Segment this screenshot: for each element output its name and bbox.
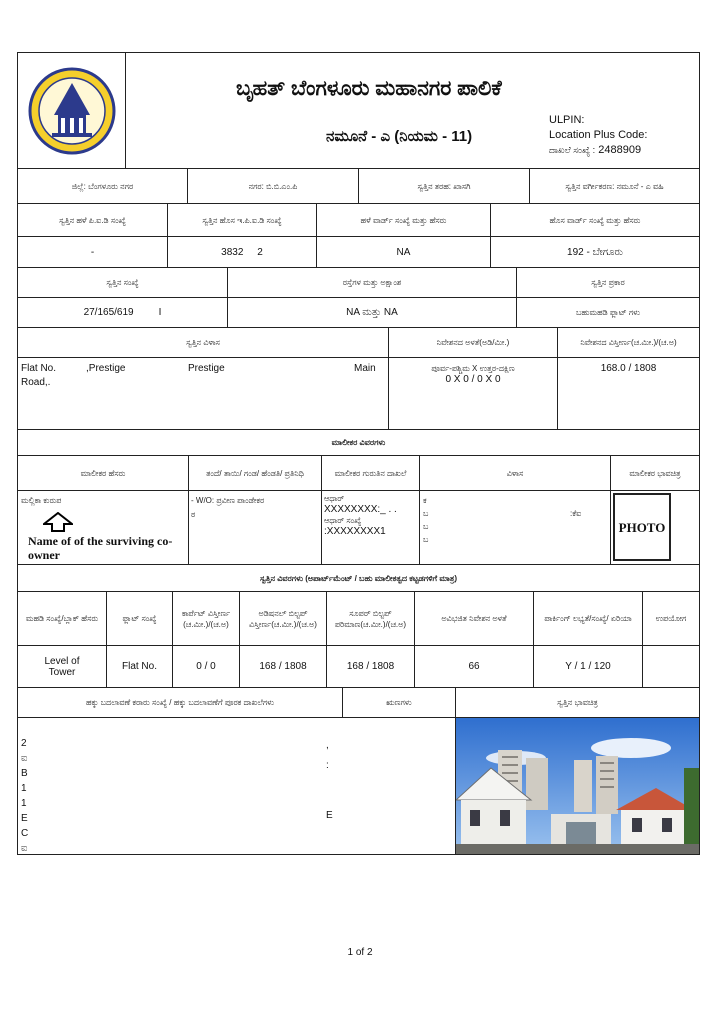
property-photo-header: ಸ್ವತ್ತಿನ ಭಾವಚಿತ್ರ xyxy=(455,687,700,718)
property-number-label: ಸ್ವತ್ತಿನ ಸಂಖ್ಯೆ xyxy=(17,267,228,298)
transfer-doc-line: ಐ xyxy=(21,753,28,764)
address-road: Road,. xyxy=(21,377,51,388)
ulpin-label: ULPIN: xyxy=(549,114,585,126)
owner-photo-placeholder: PHOTO xyxy=(613,493,671,561)
owner-relation-cell xyxy=(188,490,322,565)
address-prestige-b: Prestige xyxy=(188,363,225,374)
owner-address-line: ಕ xyxy=(423,496,427,505)
coordinates-value: NA ಮತ್ತು NA xyxy=(227,297,517,328)
transfer-doc-line: E xyxy=(21,813,28,824)
transfer-doc-line: B xyxy=(21,768,28,779)
site-extent-value: 168.0 / 1808 xyxy=(557,357,700,430)
transfer-doc-line: ಐ xyxy=(21,843,28,854)
floor-block-value: Level of Tower xyxy=(17,645,107,688)
owner-address-line: ಬ xyxy=(423,509,429,518)
owner-id-number-label: ಆಧಾರ್ ಸಂಖ್ಯೆ xyxy=(324,516,362,525)
owner-id-number: :XXXXXXXX1 xyxy=(324,526,386,537)
owner-photo-cell xyxy=(610,490,700,565)
owner-address-header: ವಿಳಾಸ xyxy=(419,455,611,491)
surviving-coowner-note: Name of of the surviving co-owner xyxy=(28,534,173,562)
owners-section-title: ಮಾಲೀಕರ ವಿವರಗಳು xyxy=(17,429,700,456)
undivided-share-header: ಅವಿಭಜಿತ ನಿವೇಶನ ಅಳತೆ xyxy=(414,591,534,646)
coordinates-label: ರಸ್ತೆಗಳ ಮತ್ತು ಅಕ್ಷಾಂಶ xyxy=(227,267,517,298)
transfer-doc-line: C xyxy=(21,828,29,839)
new-ward-label: ಹೊಸ ವಾರ್ಡ್ ಸಂಖ್ಯೆ ಮತ್ತು ಹೆಸರು xyxy=(490,203,700,237)
location-code-label: Location Plus Code: xyxy=(549,129,648,141)
carpet-area-header: ಕಾರ್ಪೆಟ್ ವಿಸ್ತೀರ್ಣ (ಚ.ಮೀ.)/(ಚ.ಅ) xyxy=(172,591,240,646)
usage-value xyxy=(642,645,700,688)
parking-header: ಪಾರ್ಕಿಂಗ್ ಲಭ್ಯತೆ/ಸಂಖ್ಯೆ/ ಏರಿಯಾ xyxy=(533,591,643,646)
epid-part-b: 2 xyxy=(257,246,263,258)
owner-relation-extra: ಠ xyxy=(191,510,196,519)
owner-address-cell xyxy=(419,490,611,565)
transfer-doc-line: 1 xyxy=(21,798,27,809)
identifiers-block xyxy=(549,113,647,158)
transfer-doc-mark: E xyxy=(326,810,333,821)
owner-photo-header: ಮಾಲೀಕರ ಭಾವಚಿತ್ರ xyxy=(610,455,700,491)
bbmp-logo-icon xyxy=(24,63,120,159)
new-epid-label: ಸ್ವತ್ತಿನ ಹೊಸ ಇ.ಪಿ.ಐ.ಡಿ ಸಂಖ್ಯೆ xyxy=(167,203,317,237)
property-section-title: ಸ್ವತ್ತಿನ ವಿವರಗಳು (ಅಪಾರ್ಟ್‌ಮೆಂಟ್ / ಬಹು ಮಾಲೀಕತ್ವದ ಕಟ್ಟಡಗಳಿಗೆ ಮಾತ್ರ) xyxy=(17,564,700,592)
old-ward-label: ಹಳೆ ವಾರ್ಡ್ ಸಂಖ್ಯೆ ಮತ್ತು ಹೆಸರು xyxy=(316,203,491,237)
new-ward-value: 192 - ಬೇಗೂರು xyxy=(490,236,700,268)
flat-number-header: ಫ್ಲಾಟ್ ಸಂಖ್ಯೆ xyxy=(106,591,173,646)
carpet-area-value: 0 / 0 xyxy=(172,645,240,688)
owner-address-tail: :ಕೆಐ xyxy=(570,509,582,518)
register-row xyxy=(549,143,647,158)
owner-id-masked: XXXXXXXX:_ . . xyxy=(324,504,397,515)
city-cell: ನಗರ: ಬಿ.ಬಿ.ಎಂ.ಪಿ xyxy=(187,168,359,204)
owner-id-type: ಆಧಾರ್ xyxy=(324,494,345,503)
property-kind-label: ಸ್ವತ್ತಿನ ಪ್ರಕಾರ xyxy=(516,267,700,298)
property-number-value xyxy=(17,297,228,328)
owner-name-header: ಮಾಲೀಕರ ಹೆಸರು xyxy=(17,455,189,491)
page-title: ಬೃಹತ್ ಬೆಂಗಳೂರು ಮಹಾನಗರ ಪಾಲಿಕೆ xyxy=(236,77,502,100)
super-builtup-header: ಸೂಪರ್ ಬಿಲ್ಟಪ್ ಪರಿಮಾಣ(ಚ.ಮೀ.)/(ಚ.ಅ) xyxy=(326,591,415,646)
floor-block-header: ಮಹಡಿ ಸಂಖ್ಯೆ/ಬ್ಲಾಕ್ ಹೆಸರು xyxy=(17,591,107,646)
property-kind-value: ಬಹುಮಹಡಿ ಫ್ಲಾಟ್ ಗಳು xyxy=(516,297,700,328)
encumbrance-header: ಋಣಗಳು xyxy=(342,687,456,718)
usage-header: ಉಪಯೋಗ xyxy=(642,591,700,646)
old-ward-value: NA xyxy=(316,236,491,268)
old-pid-value: - xyxy=(17,236,168,268)
transfer-doc-line: 1 xyxy=(21,783,27,794)
owner-address-line: ಬ xyxy=(423,522,429,531)
site-area-label: ನಿವೇಶನದ ಅಳತೆ(ಅಡಿ/ಮೀ.) xyxy=(388,327,558,358)
new-epid-value xyxy=(167,236,317,268)
transfer-doc-mark: : xyxy=(326,760,329,771)
page-number: 1 of 2 xyxy=(347,947,373,958)
property-number-a: 27/165/619 xyxy=(83,307,134,318)
transfer-docs-list xyxy=(21,736,28,855)
transfer-docs-cell xyxy=(17,717,343,855)
property-type-cell: ಸ್ವತ್ತಿನ ತರಹ: ಖಾಸಗಿ xyxy=(358,168,530,204)
transfer-doc-line: 2 xyxy=(21,738,27,749)
transfer-doc-mark: , xyxy=(326,740,329,751)
owner-name-cell xyxy=(17,490,189,565)
property-photo xyxy=(455,717,700,855)
site-dims-label: ಪೂರ್ವ-ಪಶ್ಚಿಮ X ಉತ್ತರ-ದಕ್ಷಿಣ xyxy=(431,364,515,373)
owner-address-line: ಬ xyxy=(423,535,429,544)
register-number: 2488909 xyxy=(598,144,642,156)
owner-id-header: ಮಾಲೀಕರ ಗುರುತಿನ ದಾಖಲೆ xyxy=(321,455,420,491)
property-class-cell: ಸ್ವತ್ತಿನ ವರ್ಗೀಕರಣ: ನಮೂನೆ - ಎ ವಹಿ xyxy=(529,168,700,204)
property-number-b: I xyxy=(158,307,162,318)
form-subtitle: ನಮೂನೆ - ಎ (ನಿಯಮ - 11) xyxy=(326,128,473,145)
address-label: ಸ್ವತ್ತಿನ ವಿಳಾಸ xyxy=(17,327,389,358)
super-builtup-value: 168 / 1808 xyxy=(326,645,415,688)
old-pid-label: ಸ್ವತ್ತಿನ ಹಳೆ ಪಿ.ಐ.ಡಿ ಸಂಖ್ಯೆ xyxy=(17,203,168,237)
site-dims-cell xyxy=(388,357,558,430)
address-main: Main xyxy=(354,363,376,374)
up-arrow-icon xyxy=(43,512,73,532)
additional-builtup-value: 168 / 1808 xyxy=(239,645,327,688)
header-cell xyxy=(125,52,700,169)
owner-relation: - W/O: ಪ್ರವೀಣ ಪಾಂಡೇಕರ xyxy=(191,496,265,505)
building-photo-icon xyxy=(456,718,700,855)
epid-part-a: 3832 xyxy=(221,246,244,258)
owner-id-cell xyxy=(321,490,420,565)
register-label: ದಾಖಲೆ ಸಂಖ್ಯೆ : xyxy=(549,145,596,155)
owner-name: ಮಲ್ಲಿಕಾ ಕುರುಪ xyxy=(21,496,62,505)
site-extent-label: ನಿವೇಶನದ ವಿಸ್ತೀರ್ಣ(ಚ.ಮೀ.)/(ಚ.ಅ) xyxy=(557,327,700,358)
district-cell: ಜಿಲ್ಲೆ: ಬೆಂಗಳೂರು ನಗರ xyxy=(17,168,188,204)
encumbrance-cell xyxy=(342,717,456,855)
address-flat: Flat No. xyxy=(21,363,57,374)
additional-builtup-header: ಅಡಿಷನಲ್ ಬಿಲ್ಟಪ್ ವಿಸ್ತೀರ್ಣ(ಚ.ಮೀ.)/(ಚ.ಅ) xyxy=(239,591,327,646)
address-value xyxy=(17,357,389,430)
address-prestige-a: ,Prestige xyxy=(86,363,126,374)
flat-number-value: Flat No. xyxy=(106,645,173,688)
owner-relation-header: ತಂದೆ/ ತಾಯಿ/ ಗಂಡ/ ಹೆಂಡತಿ/ ಪ್ರತಿನಿಧಿ xyxy=(188,455,322,491)
logo-cell xyxy=(17,52,126,169)
transfer-docs-header: ಹಕ್ಕು ಬದಲಾವಣೆ ಕರಾರು ಸಂಖ್ಯೆ / ಹಕ್ಕು ಬದಲಾವಣೆಗೆ ಪೂರಕ ದಾಖಲೆಗಳು xyxy=(17,687,343,718)
undivided-share-value: 66 xyxy=(414,645,534,688)
site-dims-value: 0 X 0 / 0 X 0 xyxy=(445,374,501,385)
parking-value: Y / 1 / 120 xyxy=(533,645,643,688)
